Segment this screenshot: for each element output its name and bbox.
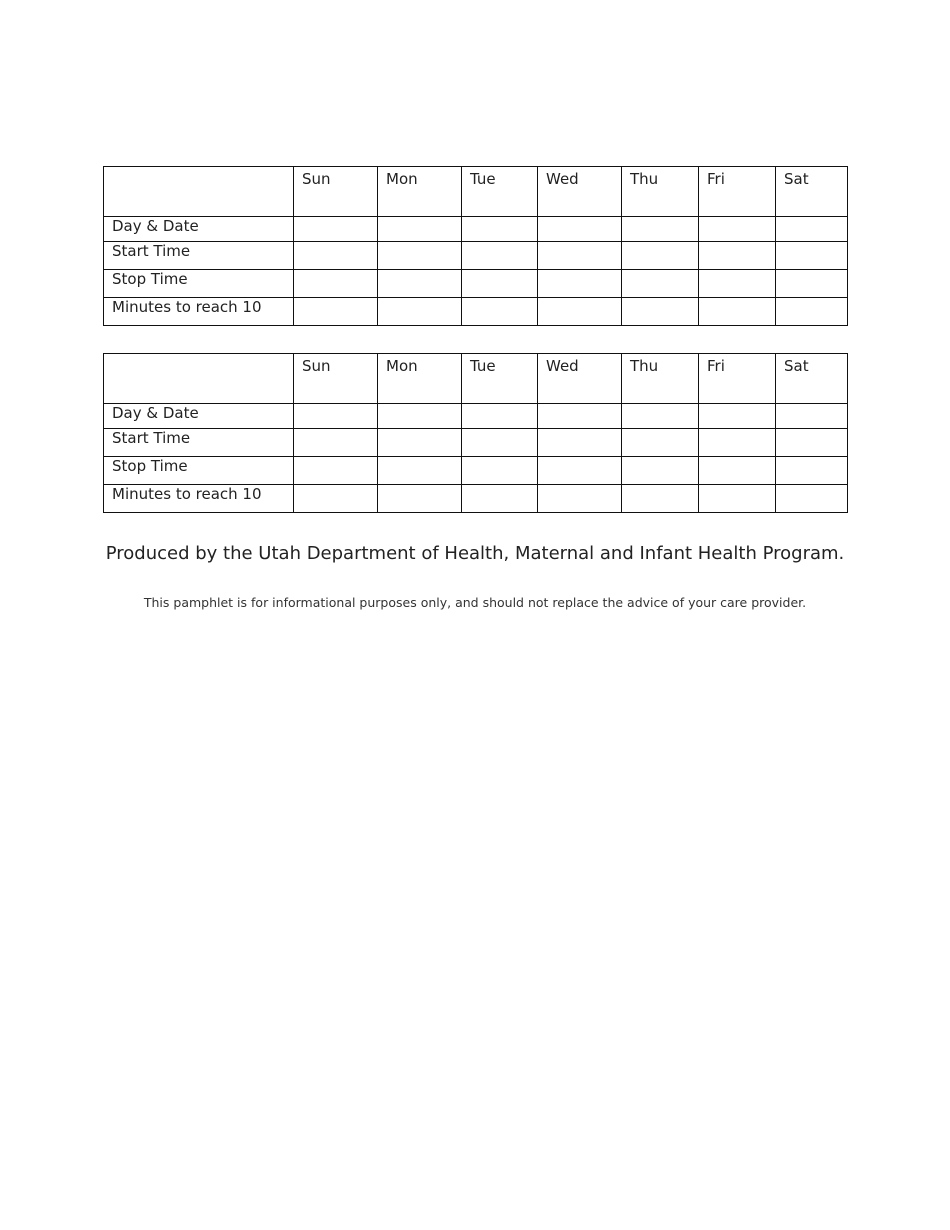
entry-cell[interactable] xyxy=(378,270,462,298)
day-header-wed: Wed xyxy=(538,167,622,217)
entry-cell[interactable] xyxy=(462,217,538,242)
day-header-thu: Thu xyxy=(622,354,699,404)
entry-cell[interactable] xyxy=(538,298,622,326)
entry-cell[interactable] xyxy=(776,298,848,326)
day-header-mon: Mon xyxy=(378,354,462,404)
day-header-mon: Mon xyxy=(378,167,462,217)
entry-cell[interactable] xyxy=(462,457,538,485)
entry-cell[interactable] xyxy=(699,270,776,298)
entry-cell[interactable] xyxy=(378,404,462,429)
entry-cell[interactable] xyxy=(776,485,848,513)
day-header-fri: Fri xyxy=(699,354,776,404)
kick-count-table-2 xyxy=(103,353,848,513)
entry-cell[interactable] xyxy=(622,270,699,298)
entry-cell[interactable] xyxy=(699,217,776,242)
entry-cell[interactable] xyxy=(776,270,848,298)
entry-cell[interactable] xyxy=(622,242,699,270)
entry-cell[interactable] xyxy=(622,429,699,457)
entry-cell[interactable] xyxy=(699,298,776,326)
entry-cell[interactable] xyxy=(462,242,538,270)
day-header-sat: Sat xyxy=(776,354,848,404)
entry-cell[interactable] xyxy=(776,217,848,242)
corner-cell xyxy=(104,167,294,217)
kick-count-table-1 xyxy=(103,166,848,326)
day-header-tue: Tue xyxy=(462,167,538,217)
entry-cell[interactable] xyxy=(776,242,848,270)
entry-cell[interactable] xyxy=(622,298,699,326)
row-label-stop-time: Stop Time xyxy=(104,457,294,485)
entry-cell[interactable] xyxy=(294,242,378,270)
entry-cell[interactable] xyxy=(699,457,776,485)
entry-cell[interactable] xyxy=(294,429,378,457)
entry-cell[interactable] xyxy=(378,217,462,242)
entry-cell[interactable] xyxy=(378,298,462,326)
entry-cell[interactable] xyxy=(538,457,622,485)
entry-cell[interactable] xyxy=(462,270,538,298)
entry-cell[interactable] xyxy=(538,404,622,429)
row-label-minutes: Minutes to reach 10 xyxy=(104,298,294,326)
entry-cell[interactable] xyxy=(699,404,776,429)
entry-cell[interactable] xyxy=(699,429,776,457)
day-header-wed: Wed xyxy=(538,354,622,404)
row-label-minutes: Minutes to reach 10 xyxy=(104,485,294,513)
entry-cell[interactable] xyxy=(378,457,462,485)
row-label-day-date: Day & Date xyxy=(104,217,294,242)
entry-cell[interactable] xyxy=(294,404,378,429)
entry-cell[interactable] xyxy=(622,485,699,513)
day-header-sat: Sat xyxy=(776,167,848,217)
entry-cell[interactable] xyxy=(538,242,622,270)
entry-cell[interactable] xyxy=(538,217,622,242)
entry-cell[interactable] xyxy=(294,485,378,513)
entry-cell[interactable] xyxy=(294,457,378,485)
day-header-fri: Fri xyxy=(699,167,776,217)
entry-cell[interactable] xyxy=(294,217,378,242)
entry-cell[interactable] xyxy=(378,429,462,457)
entry-cell[interactable] xyxy=(699,242,776,270)
entry-cell[interactable] xyxy=(538,270,622,298)
entry-cell[interactable] xyxy=(538,485,622,513)
entry-cell[interactable] xyxy=(776,429,848,457)
entry-cell[interactable] xyxy=(294,298,378,326)
entry-cell[interactable] xyxy=(378,485,462,513)
entry-cell[interactable] xyxy=(378,242,462,270)
entry-cell[interactable] xyxy=(622,217,699,242)
day-header-sun: Sun xyxy=(294,167,378,217)
row-label-day-date: Day & Date xyxy=(104,404,294,429)
producer-credit: Produced by the Utah Department of Health, Maternal and Infant Health Program. xyxy=(105,543,845,564)
corner-cell xyxy=(104,354,294,404)
day-header-thu: Thu xyxy=(622,167,699,217)
entry-cell[interactable] xyxy=(622,457,699,485)
entry-cell[interactable] xyxy=(294,270,378,298)
entry-cell[interactable] xyxy=(776,404,848,429)
entry-cell[interactable] xyxy=(462,485,538,513)
row-label-stop-time: Stop Time xyxy=(104,270,294,298)
entry-cell[interactable] xyxy=(462,298,538,326)
entry-cell[interactable] xyxy=(699,485,776,513)
entry-cell[interactable] xyxy=(462,404,538,429)
disclaimer: This pamphlet is for informational purposes only, and should not replace the advice of your care provider. xyxy=(143,595,807,610)
row-label-start-time: Start Time xyxy=(104,429,294,457)
entry-cell[interactable] xyxy=(538,429,622,457)
row-label-start-time: Start Time xyxy=(104,242,294,270)
day-header-sun: Sun xyxy=(294,354,378,404)
entry-cell[interactable] xyxy=(776,457,848,485)
entry-cell[interactable] xyxy=(462,429,538,457)
day-header-tue: Tue xyxy=(462,354,538,404)
entry-cell[interactable] xyxy=(622,404,699,429)
